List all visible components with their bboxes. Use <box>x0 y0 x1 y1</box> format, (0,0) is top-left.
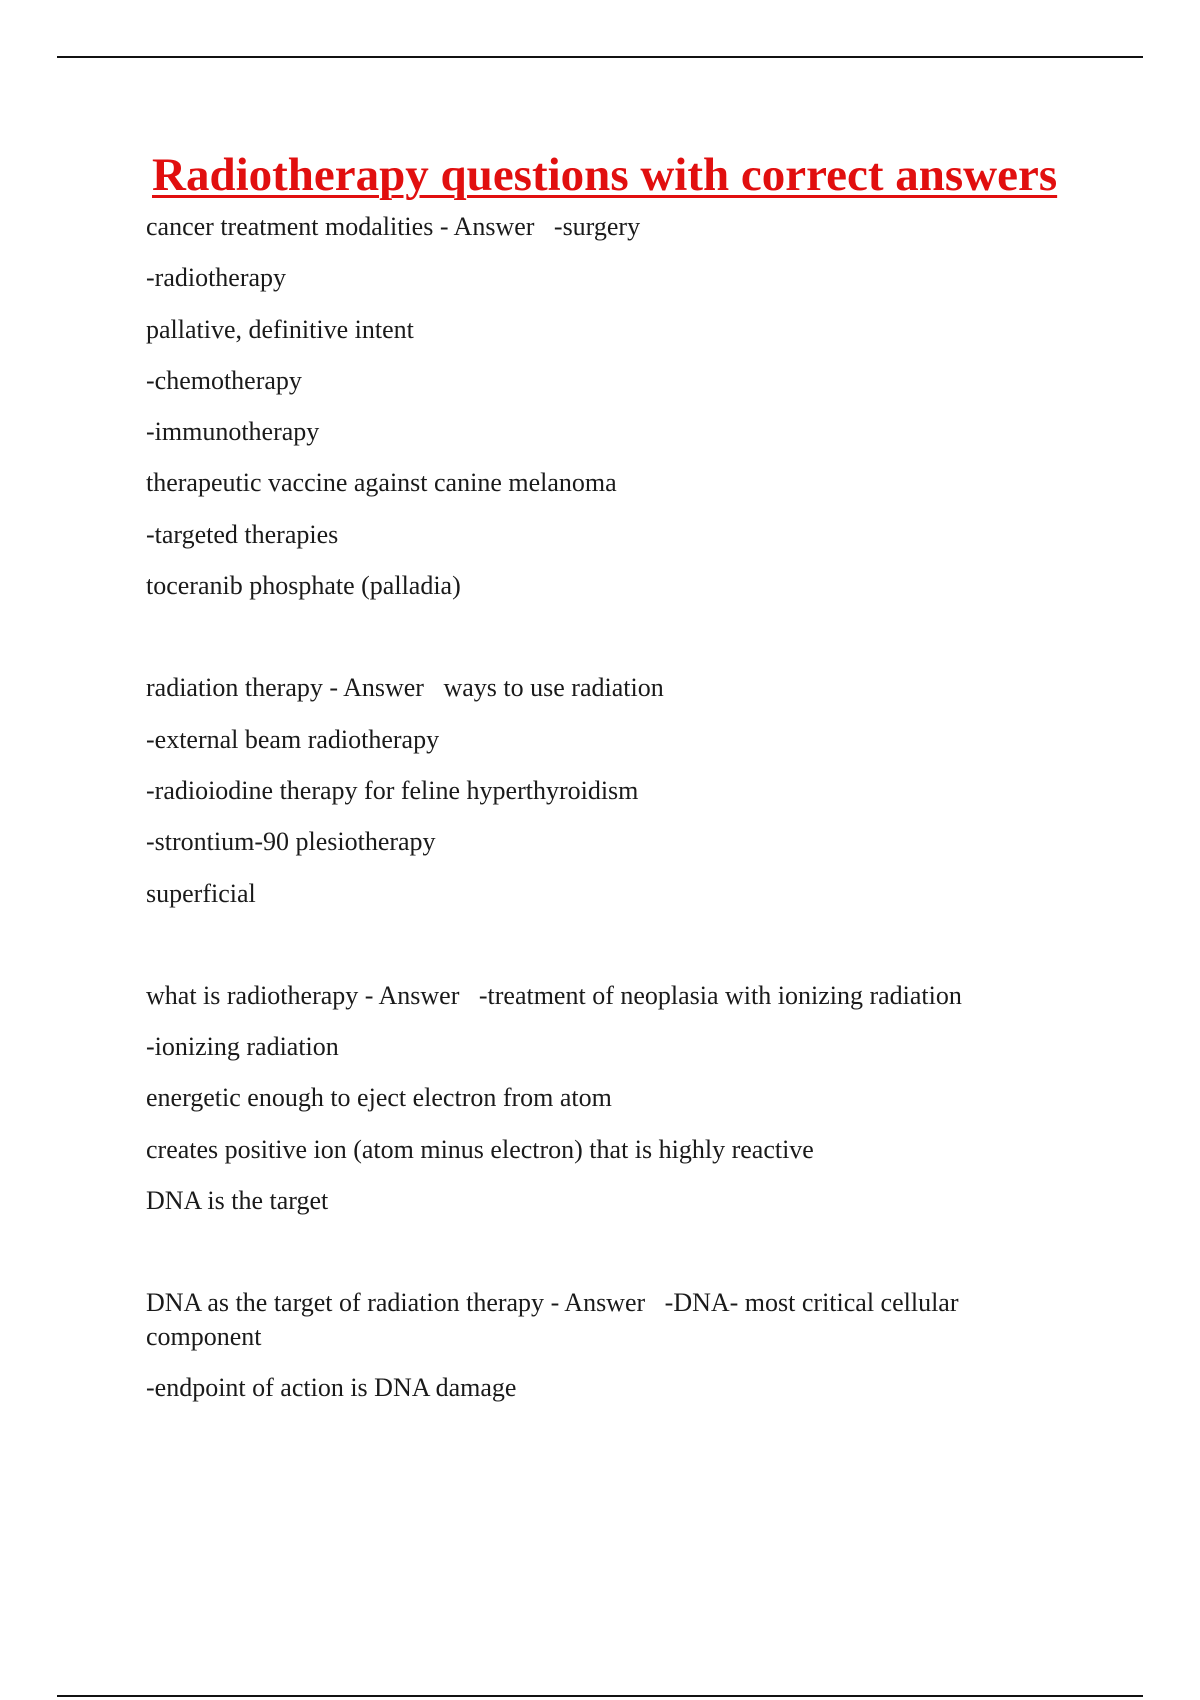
answer-separator: - Answer <box>322 673 444 703</box>
answer-line: creates positive ion (atom minus electron) that is highly reactive <box>146 1134 814 1164</box>
answer-line: therapeutic vaccine against canine melanoma <box>146 468 617 498</box>
answer-separator: - Answer <box>544 1288 665 1318</box>
answer-first-line: -surgery <box>553 212 641 241</box>
answer-first-line: ways to use radiation <box>443 673 664 703</box>
answer-first-line: -DNA- most critical cellular component <box>146 1288 959 1352</box>
answer-line: toceranib phosphate (palladia) <box>146 571 461 601</box>
question-text: DNA as the target of radiation therapy <box>146 1288 545 1318</box>
document-title: Radiotherapy questions with correct answers <box>152 149 1058 201</box>
qa-question-line <box>146 1286 1076 1371</box>
footer-rule <box>57 1695 1143 1697</box>
qa-question-line <box>146 979 1076 1030</box>
qa-block-1 <box>146 210 1076 620</box>
answer-line: energetic enough to eject electron from atom <box>146 1083 612 1113</box>
qa-block-2 <box>146 671 1076 927</box>
answer-line: -strontium-90 plesiotherapy <box>146 827 436 857</box>
qa-block-4 <box>146 1286 1076 1422</box>
answer-line: -chemotherapy <box>146 365 302 395</box>
answer-separator: - Answer <box>358 980 479 1010</box>
answer-line: -immunotherapy <box>146 417 320 447</box>
answer-line: -targeted therapies <box>146 519 339 549</box>
answer-first-line: -treatment of neoplasia with ionizing radiation <box>478 980 962 1010</box>
answer-line: -ionizing radiation <box>146 1032 339 1062</box>
answer-line: superficial <box>146 878 256 908</box>
qa-question-line <box>146 671 1076 722</box>
document-body <box>146 140 1076 1422</box>
qa-question-line <box>146 210 1076 261</box>
answer-line: pallative, definitive intent <box>146 314 414 344</box>
qa-block-3 <box>146 979 1076 1235</box>
answer-line: -external beam radiotherapy <box>146 724 440 754</box>
header-rule <box>57 56 1143 58</box>
answer-line: DNA is the target <box>146 1186 329 1216</box>
question-text: what is radiotherapy <box>146 980 359 1010</box>
answer-line: -radioiodine therapy for feline hyperthyroidism <box>146 775 639 805</box>
question-text: radiation therapy <box>146 673 323 703</box>
question-text: cancer treatment modalities <box>146 212 434 241</box>
answer-line: -radiotherapy <box>146 263 287 293</box>
answer-separator: - Answer <box>433 212 554 241</box>
answer-line: -endpoint of action is DNA damage <box>146 1373 517 1403</box>
